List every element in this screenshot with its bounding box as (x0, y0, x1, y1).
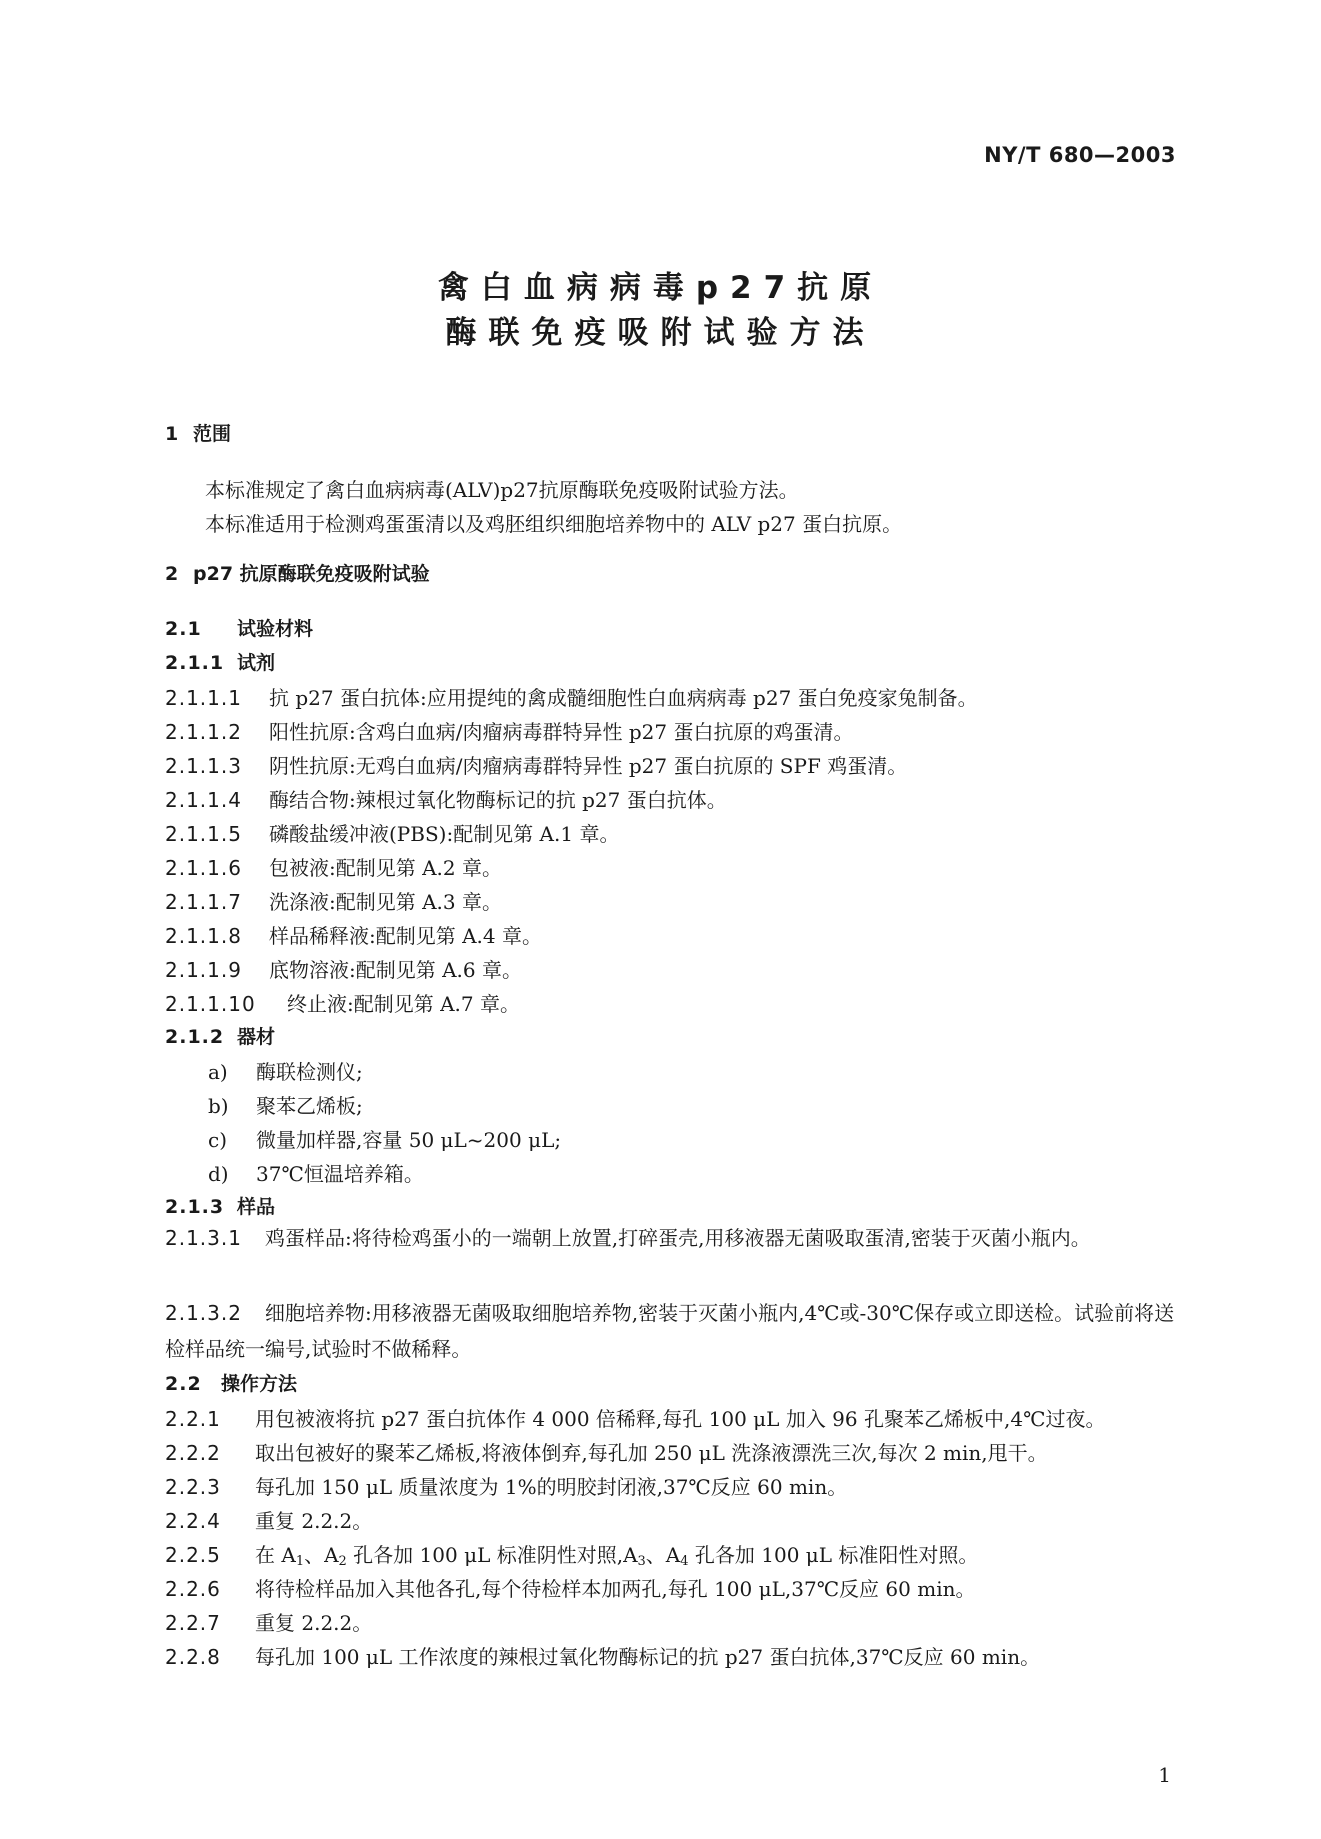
sample-item: 2.1.3.1 鸡蛋样品:将待检鸡蛋小的一端朝上放置,打碎蛋壳,用移液器无菌吸取蛋清,密装于灭菌小瓶内。 (165, 1226, 1091, 1250)
sample-item: 2.1.3.2 细胞培养物:用移液器无菌吸取细胞培养物,密装于灭菌小瓶内,4℃或-30℃保存或立即送检。试验前将送检样品统一编号,试验时不做稀释。 (165, 1301, 1175, 1361)
section-title: 试剂 (237, 652, 276, 674)
procedure-step: 2.2.2 取出包被好的聚苯乙烯板,将液体倒弃,每孔加 250 μL 洗涤液漂洗三次,每次 2 min,甩干。 (165, 1441, 1048, 1465)
section-2-heading (165, 559, 430, 586)
section-2-2-heading (165, 1369, 297, 1396)
reagent-item: 2.1.1.9 底物溶液:配制见第 A.6 章。 (165, 958, 522, 982)
procedure-step: 2.2.6 将待检样品加入其他各孔,每个待检样本加两孔,每孔 100 μL,37℃反应 60 min。 (165, 1577, 976, 1601)
section-title: 操作方法 (221, 1373, 298, 1395)
reagent-item: 2.1.1.2 阳性抗原:含鸡白血病/肉瘤病毒群特异性 p27 蛋白抗原的鸡蛋清。 (165, 720, 854, 744)
equipment-item: c) 微量加样器,容量 50 μL~200 μL; (208, 1128, 562, 1152)
procedure-step: 2.2.8 每孔加 100 μL 工作浓度的辣根过氧化物酶标记的抗 p27 蛋白抗体,37℃反应 60 min。 (165, 1645, 1041, 1669)
section-2-1-2-heading (165, 1022, 275, 1049)
section-title: 试验材料 (237, 618, 314, 640)
reagent-item: 2.1.1.6 包被液:配制见第 A.2 章。 (165, 856, 502, 880)
section-2-1-heading (165, 614, 313, 641)
scope-paragraph-2: 本标准适用于检测鸡蛋蛋清以及鸡胚组织细胞培养物中的 ALV p27 蛋白抗原。 (205, 512, 903, 536)
reagent-item: 2.1.1.8 样品稀释液:配制见第 A.4 章。 (165, 924, 542, 948)
title-line-2: 酶联免疫吸附试验方法 (445, 315, 876, 351)
section-title: 范围 (193, 423, 232, 445)
procedure-step: 2.2.1 用包被液将抗 p27 蛋白抗体作 4 000 倍稀释,每孔 100 μL 加入 96 孔聚苯乙烯板中,4℃过夜。 (165, 1407, 1106, 1431)
procedure-step: 2.2.5 在 $A_1$、$A_2$ 孔各加 100 μL 标准阴性对照$,A_3$、$A_4$ 孔各加 100 μL 标准阳性对照。 (165, 1543, 979, 1569)
reagent-item: 2.1.1.10 终止液:配制见第 A.7 章。 (165, 992, 520, 1016)
reagent-item: 2.1.1.4 酶结合物:辣根过氧化物酶标记的抗 p27 蛋白抗体。 (165, 788, 727, 812)
section-number: 2 (165, 563, 179, 585)
reagent-item: 2.1.1.1 抗 p27 蛋白抗体:应用提纯的禽成髓细胞性白血病病毒 p27 蛋白免疫家兔制备。 (165, 686, 978, 710)
section-title: p27 抗原酶联免疫吸附试验 (193, 563, 430, 585)
procedure-step: 2.2.7 重复 2.2.2。 (165, 1611, 373, 1635)
equipment-item: b) 聚苯乙烯板; (208, 1094, 363, 1118)
reagent-item: 2.1.1.5 磷酸盐缓冲液(PBS):配制见第 A.1 章。 (165, 822, 620, 846)
page-number: 1 (1158, 1763, 1171, 1787)
scope-paragraph-1: 本标准规定了禽白血病病毒(ALV)p27抗原酶联免疫吸附试验方法。 (205, 478, 799, 502)
section-number: 2.1.2 (165, 1026, 225, 1048)
section-2-1-3-heading (165, 1192, 275, 1219)
section-number: 2.1 (165, 618, 202, 640)
section-number: 1 (165, 423, 179, 445)
standard-code: NY/T 680—2003 (984, 143, 1176, 167)
section-number: 2.1.3 (165, 1196, 225, 1218)
equipment-item: a) 酶联检测仪; (208, 1060, 363, 1084)
section-number: 2.2 (165, 1373, 202, 1395)
reagent-item: 2.1.1.3 阴性抗原:无鸡白血病/肉瘤病毒群特异性 p27 蛋白抗原的 SPF 鸡蛋清。 (165, 754, 908, 778)
title-line-1: 禽白血病病毒p27抗原 (437, 270, 884, 306)
reagent-item: 2.1.1.7 洗涤液:配制见第 A.3 章。 (165, 890, 502, 914)
section-1-heading (165, 419, 231, 446)
section-title: 器材 (237, 1026, 276, 1048)
section-2-1-1-heading (165, 648, 275, 675)
section-title: 样品 (237, 1196, 276, 1218)
procedure-step: 2.2.4 重复 2.2.2。 (165, 1509, 373, 1533)
procedure-step: 2.2.3 每孔加 150 μL 质量浓度为 1%的明胶封闭液,37℃反应 60 min。 (165, 1475, 848, 1499)
section-number: 2.1.1 (165, 652, 225, 674)
equipment-item: d) 37℃恒温培养箱。 (208, 1162, 424, 1186)
